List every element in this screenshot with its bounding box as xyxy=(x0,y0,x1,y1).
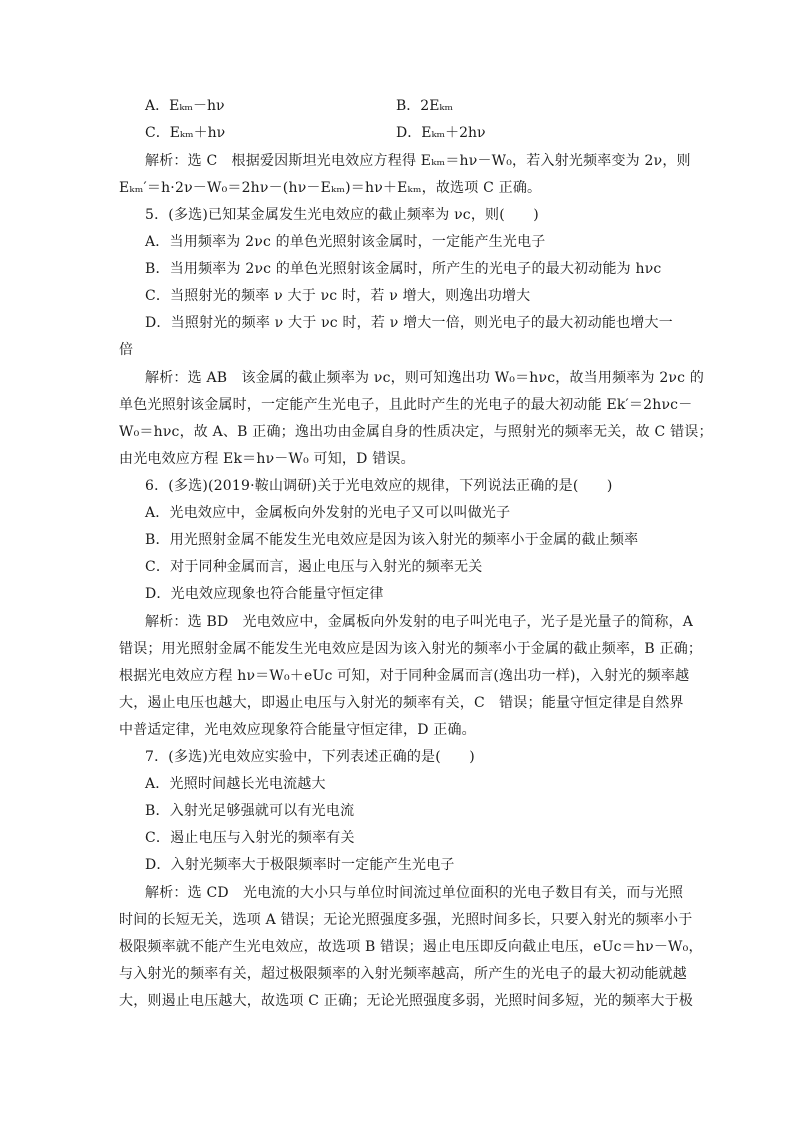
q6-option-d: D．光电效应现象也符合能量守恒定律 xyxy=(145,586,384,602)
q7-option-a: A．光照时间越长光电流越大 xyxy=(145,776,326,792)
q7-stem: 7．(多选)光电效应实验中，下列表述正确的是( ) xyxy=(145,749,475,765)
q4-option-d: D．Eₖₘ＋2hν xyxy=(396,125,486,141)
q6-analysis-line-2: 错误；用光照射金属不能发生光电效应是因为该入射光的频率小于金属的截止频率，B 正确； xyxy=(119,641,703,657)
q4-analysis-line-2: Eₖₘ′＝h·2ν－W₀＝2hν－(hν－Eₖₘ)＝hν＋Eₖₘ，故选项 C 正确。 xyxy=(119,180,542,196)
q6-analysis-line-3: 根据光电效应方程 hν＝W₀＋eUc 可知，对于同种金属而言(逸出功一样)，入射光的频率越 xyxy=(119,668,690,684)
q6-analysis-line-1: 解析：选 BD 光电效应中，金属板向外发射的电子叫光电子，光子是光量子的简称，A xyxy=(145,614,694,630)
q7-analysis-line-2: 时间的长短无关，选项 A 错误；无论光照强度多强，光照时间多长，只要入射光的频率小于 xyxy=(119,912,693,928)
q6-stem: 6．(多选)(2019·鞍山调研)关于光电效应的规律，下列说法正确的是( ) xyxy=(145,478,613,494)
q5-analysis-line-3: W₀＝hνc，故 A、B 正确；逸出功由金属自身的性质决定，与照射光的频率无关，故 C 错误； xyxy=(119,424,713,440)
q5-analysis-line-1: 解析：选 AB 该金属的截止频率为 νc，则可知逸出功 W₀＝hνc，故当用频率为 2νc 的 xyxy=(145,370,705,386)
q5-option-a: A．当用频率为 2νc 的单色光照射该金属时，一定能产生光电子 xyxy=(145,234,546,250)
q5-option-c: C．当照射光的频率 ν 大于 νc 时，若 ν 增大，则逸出功增大 xyxy=(145,288,531,304)
q4-option-b: B．2Eₖₘ xyxy=(396,98,454,114)
q6-analysis-line-5: 中普适定律，光电效应现象符合能量守恒定律，D 正确。 xyxy=(119,722,476,738)
q7-analysis-line-4: 与入射光的频率有关，超过极限频率的入射光频率越高，所产生的光电子的最大初动能就越 xyxy=(119,966,687,982)
q7-analysis-line-5: 大，则遏止电压越大，故选项 C 正确；无论光照强度多弱，光照时间多短，光的频率大于极 xyxy=(119,993,694,1009)
q5-option-d-cont: 倍 xyxy=(119,342,134,358)
q4-option-a: A．Eₖₘ－hν xyxy=(145,98,225,114)
q7-analysis-line-3: 极限频率就不能产生光电效应，故选项 B 错误；遏止电压即反向截止电压，eUc＝hν－W₀， xyxy=(119,939,703,955)
q6-analysis-line-4: 大，遏止电压也越大，即遏止电压与入射光的频率有关，C 错误；能量守恒定律是自然界 xyxy=(119,695,684,711)
q5-stem: 5．(多选)已知某金属发生光电效应的截止频率为 νc，则( ) xyxy=(145,207,539,223)
q4-option-c: C．Eₖₘ＋hν xyxy=(145,125,226,141)
q7-option-c: C．遏止电压与入射光的频率有关 xyxy=(145,830,355,846)
q6-option-c: C．对于同种金属而言，遏止电压与入射光的频率无关 xyxy=(145,559,483,575)
q6-option-b: B．用光照射金属不能发生光电效应是因为该入射光的频率小于金属的截止频率 xyxy=(145,532,639,548)
q7-option-d: D．入射光频率大于极限频率时一定能产生光电子 xyxy=(145,857,455,873)
q5-option-b: B．当用频率为 2νc 的单色光照射该金属时，所产生的光电子的最大初动能为 hνc xyxy=(145,261,662,277)
q6-option-a: A．光电效应中，金属板向外发射的光电子又可以叫做光子 xyxy=(145,505,511,521)
q5-analysis-line-4: 由光电效应方程 Ek＝hν－W₀ 可知，D 错误。 xyxy=(119,451,415,467)
q7-analysis-line-1: 解析：选 CD 光电流的大小只与单位时间流过单位面积的光电子数目有关，而与光照 xyxy=(145,885,684,901)
q5-analysis-line-2: 单色光照射该金属时，一定能产生光电子，且此时产生的光电子的最大初动能 Ek′＝2hνc－ xyxy=(119,397,693,413)
q7-option-b: B．入射光足够强就可以有光电流 xyxy=(145,803,355,819)
q5-option-d: D．当照射光的频率 ν 大于 νc 时，若 ν 增大一倍，则光电子的最大初动能也增大一 xyxy=(145,315,673,331)
q4-analysis-line-1: 解析：选 C 根据爱因斯坦光电效应方程得 Eₖₘ＝hν－W₀，若入射光频率变为 2ν，则 xyxy=(145,153,691,169)
